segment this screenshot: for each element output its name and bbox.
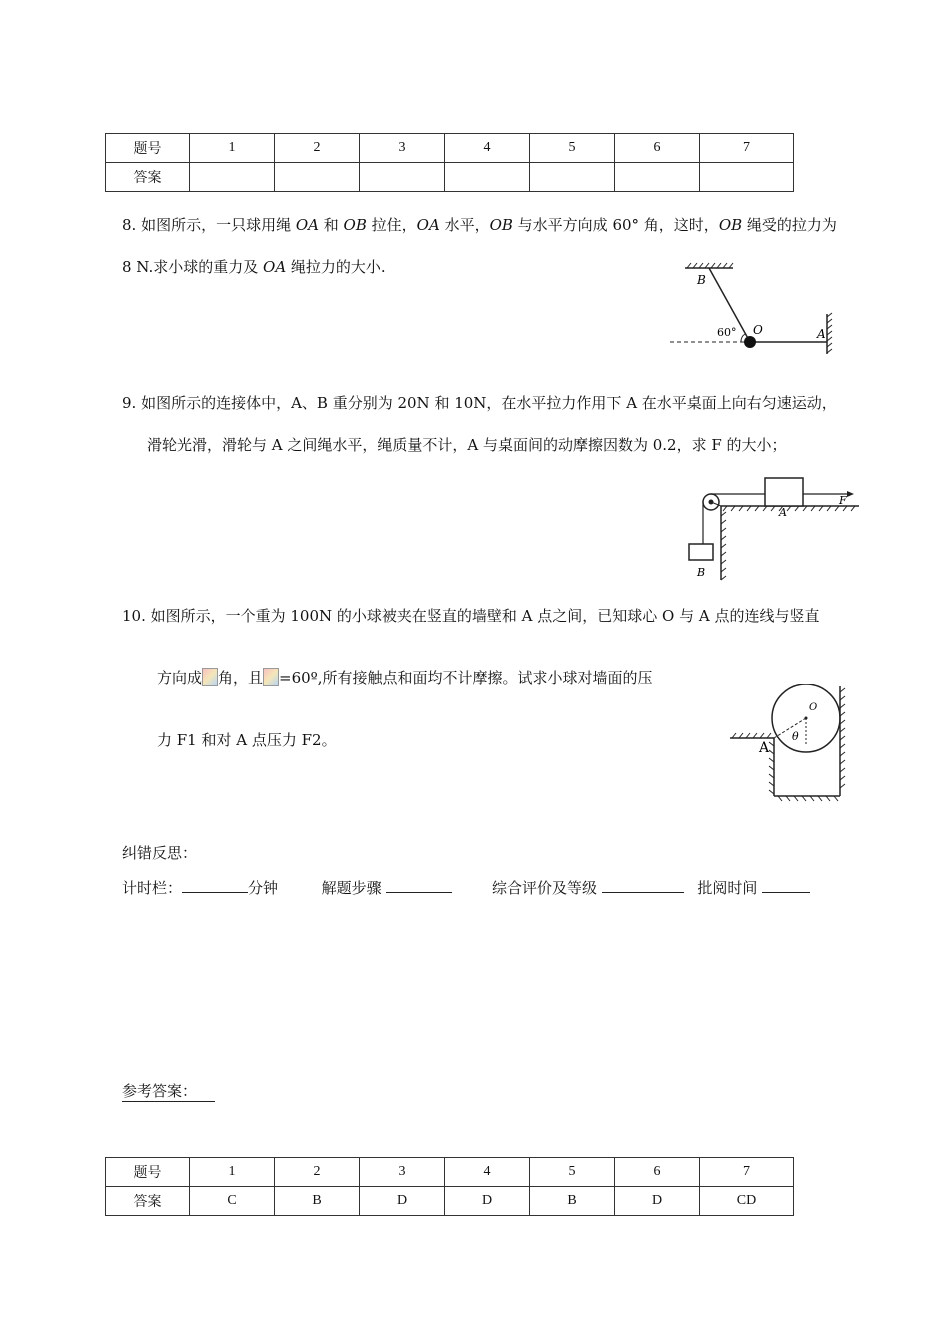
- q9-line1: 9. 如图所示的连接体中，A、B 重分别为 20N 和 10N，在水平拉力作用下 A 在水平桌面上向右匀速运动，: [122, 394, 837, 412]
- q10-text: =60º,所有接触点和面均不计摩擦。试求小球对墙面的压: [279, 669, 653, 687]
- label-B: B: [697, 273, 706, 287]
- q9-figure: [683, 472, 863, 582]
- answer-cell[interactable]: [615, 163, 700, 192]
- column-2: 2: [275, 134, 360, 163]
- answer-table-top: [105, 133, 794, 192]
- broken-image-icon: [202, 668, 218, 686]
- q8-text: 拉住，: [366, 216, 417, 234]
- q8-text: 8. 如图所示，一只球用绳: [122, 216, 296, 234]
- column-5: 5: [530, 134, 615, 163]
- steps-label: 解题步骤: [321, 879, 382, 897]
- q10-text: 方向成: [157, 669, 203, 687]
- table-row: [106, 1158, 794, 1187]
- evaluation-label: 综合评价及等级: [491, 879, 597, 897]
- column-6: 6: [615, 134, 700, 163]
- q8-var: OB: [489, 216, 513, 234]
- q8-text: 8 N.求小球的重力及: [122, 258, 264, 276]
- answer-cell: D: [360, 1187, 445, 1216]
- answer-cell[interactable]: [275, 163, 360, 192]
- column-3: 3: [360, 134, 445, 163]
- answer-cell[interactable]: [700, 163, 794, 192]
- q8-var: OB: [343, 216, 367, 234]
- q8-var: OB: [718, 216, 743, 234]
- column-4: 4: [445, 1158, 530, 1187]
- q8-figure: [665, 262, 840, 357]
- timer-blank[interactable]: [182, 878, 248, 893]
- answer-cell[interactable]: [445, 163, 530, 192]
- label-A: A: [759, 740, 770, 756]
- answer-cell: B: [530, 1187, 615, 1216]
- q9-line2: 滑轮光滑，滑轮与 A 之间绳水平，绳质量不计，A 与桌面间的动摩擦因数为 0.2，求 F 的大小；: [147, 436, 787, 454]
- review-time-label: 批阅时间: [697, 879, 758, 897]
- q8-var: OA: [263, 258, 287, 276]
- answer-cell[interactable]: [530, 163, 615, 192]
- table-row: [106, 1187, 794, 1216]
- table-row: [106, 163, 794, 192]
- q10-figure: [728, 684, 853, 802]
- column-1: 1: [190, 134, 275, 163]
- q8-text: 和: [319, 216, 344, 234]
- q8-text: 与水平方向成 60° 角，这时，: [512, 216, 719, 234]
- label-O: O: [753, 323, 763, 337]
- q8-line2: [122, 256, 386, 277]
- column-2: 2: [275, 1158, 360, 1187]
- minutes-label: 分钟: [248, 879, 279, 897]
- label-O: O: [809, 702, 818, 713]
- answer-cell: C: [190, 1187, 275, 1216]
- label-A: A: [817, 327, 826, 341]
- answers-title: 参考答案：: [122, 1080, 215, 1102]
- reflection-row: [122, 877, 810, 898]
- reflection-title: 纠错反思：: [122, 844, 198, 862]
- q8-var: OA: [416, 216, 440, 234]
- q10-text: 角，且: [218, 669, 264, 687]
- table-row: [106, 134, 794, 163]
- timer-label: 计时栏：: [122, 879, 183, 897]
- answer-cell: D: [615, 1187, 700, 1216]
- header-label: 题号: [106, 1158, 190, 1187]
- column-4: 4: [445, 134, 530, 163]
- q10-line2: [157, 667, 653, 688]
- steps-blank[interactable]: [386, 878, 452, 893]
- answer-cell: D: [445, 1187, 530, 1216]
- label-angle: 60°: [717, 326, 737, 339]
- q10-line1: 10. 如图所示，一个重为 100N 的小球被夹在竖直的墙壁和 A 点之间，已知球心 O 与 A 点的连线与竖直: [122, 607, 820, 625]
- q8-var: OA: [295, 216, 319, 234]
- answer-label: 答案: [106, 1187, 190, 1216]
- answer-cell[interactable]: [360, 163, 445, 192]
- broken-image-icon: [263, 668, 279, 686]
- q8-text: 绳拉力的大小.: [286, 258, 386, 276]
- label-theta: θ: [792, 730, 799, 743]
- q10-line3: 力 F1 和对 A 点压力 F2。: [157, 731, 337, 749]
- answer-label: 答案: [106, 163, 190, 192]
- column-5: 5: [530, 1158, 615, 1187]
- review-time-blank[interactable]: [762, 878, 810, 893]
- q8-text: 水平，: [439, 216, 490, 234]
- q8-text: 绳受的拉力为: [742, 216, 837, 234]
- q8-line1: [122, 214, 837, 235]
- answer-cell[interactable]: [190, 163, 275, 192]
- column-6: 6: [615, 1158, 700, 1187]
- column-1: 1: [190, 1158, 275, 1187]
- header-label: 题号: [106, 134, 190, 163]
- answer-cell: CD: [700, 1187, 794, 1216]
- answer-cell: B: [275, 1187, 360, 1216]
- answer-table-bottom: [105, 1157, 794, 1216]
- label-B: B: [697, 566, 706, 579]
- label-A: A: [779, 506, 787, 519]
- label-F: F: [839, 494, 847, 507]
- evaluation-blank[interactable]: [602, 878, 684, 893]
- column-3: 3: [360, 1158, 445, 1187]
- column-7: 7: [700, 1158, 794, 1187]
- column-7: 7: [700, 134, 794, 163]
